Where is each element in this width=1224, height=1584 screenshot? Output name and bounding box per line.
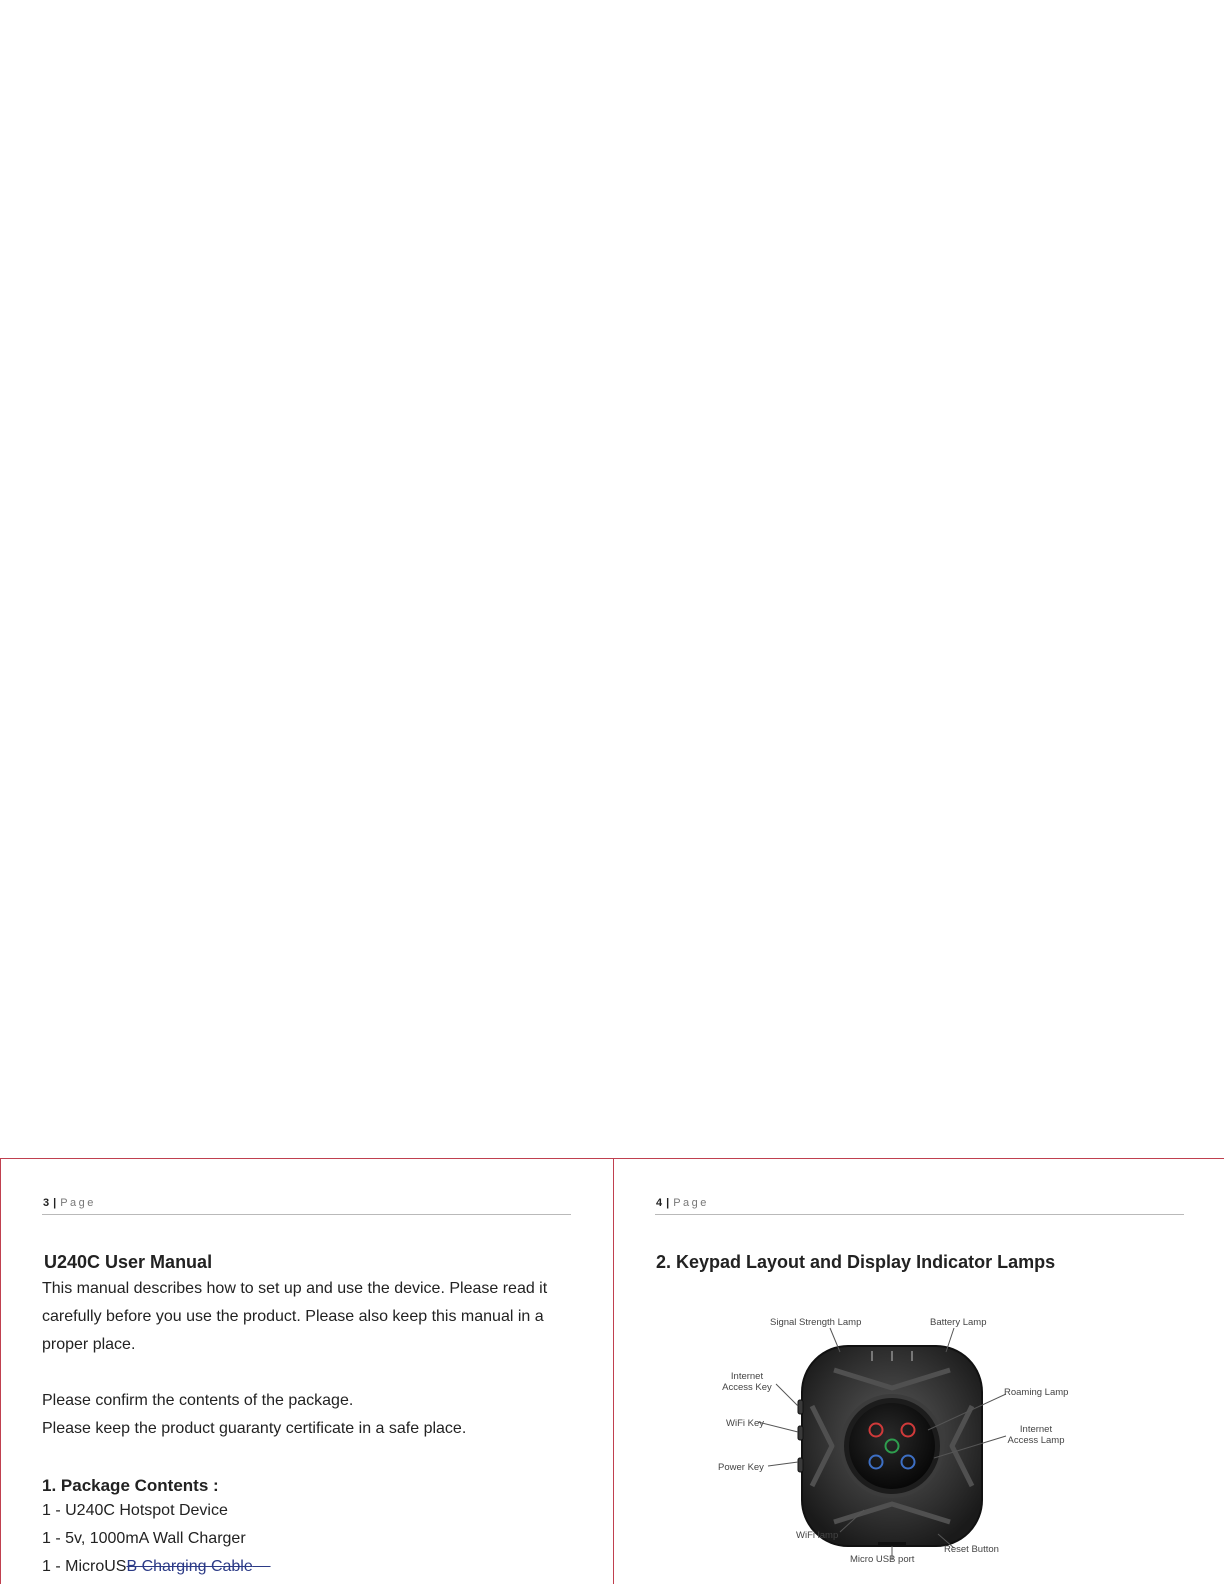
package-contents-list (42, 1497, 271, 1581)
confirm-line: Please confirm the contents of the package. (42, 1392, 354, 1409)
micro-usb-port-label: Micro USB port (850, 1554, 915, 1565)
usb-port-opening (878, 1542, 906, 1546)
package-contents-heading: 1. Package Contents : (42, 1476, 219, 1495)
intro-paragraph: This manual describes how to set up and use the device. Please read it carefully before you use the product. Please also keep this manual in a proper place. (42, 1280, 548, 1353)
reset-button-label: Reset Button (944, 1544, 999, 1555)
list-item: 1 - 5v, 1000mA Wall Charger (42, 1530, 246, 1547)
header-separator: | (666, 1197, 670, 1209)
header-rule (655, 1214, 1184, 1215)
signal-strength-lamp-label: Signal Strength Lamp (770, 1317, 862, 1328)
internet-access-key-label-1: Internet (730, 1371, 764, 1382)
page-number: 4 (656, 1197, 663, 1209)
page-header (43, 1197, 96, 1209)
page-word: Page (60, 1197, 96, 1209)
battery-lamp-label: Battery Lamp (930, 1317, 987, 1328)
page-title: 2. Keypad Layout and Display Indicator Lamps (656, 1252, 1056, 1272)
side-keys (798, 1400, 803, 1472)
internet-access-key-label-2: Access Key (722, 1382, 772, 1393)
guaranty-line: Please keep the product guaranty certificate in a safe place. (42, 1420, 467, 1437)
list-item: 1 - U240C Hotspot Device (42, 1502, 228, 1519)
list-item-prefix: 1 - MicroUS (42, 1558, 127, 1575)
page-title: U240C User Manual (44, 1252, 213, 1272)
wifi-lamp-label: WiFi lamp (796, 1530, 839, 1541)
header-separator: | (53, 1197, 57, 1209)
header-rule (42, 1214, 571, 1215)
struck-text: B Charging Cable (126, 1558, 253, 1575)
wifi-key-label: WiFi Key (726, 1418, 764, 1429)
display-screen (849, 1403, 935, 1489)
list-item (42, 1553, 271, 1581)
page-3 (1, 1158, 613, 1584)
keypad-layout-diagram (714, 1220, 1094, 1584)
page-word: Page (673, 1197, 709, 1209)
manual-spread (0, 1158, 1224, 1584)
page-header (656, 1197, 709, 1209)
roaming-lamp-label: Roaming Lamp (1004, 1387, 1069, 1398)
page-number: 3 (43, 1197, 50, 1209)
internet-access-lamp-label-2: Access Lamp (1007, 1435, 1065, 1446)
internet-access-lamp-label-1: Internet (1019, 1424, 1053, 1435)
page-4 (614, 1158, 1224, 1584)
power-key-label: Power Key (718, 1462, 764, 1473)
